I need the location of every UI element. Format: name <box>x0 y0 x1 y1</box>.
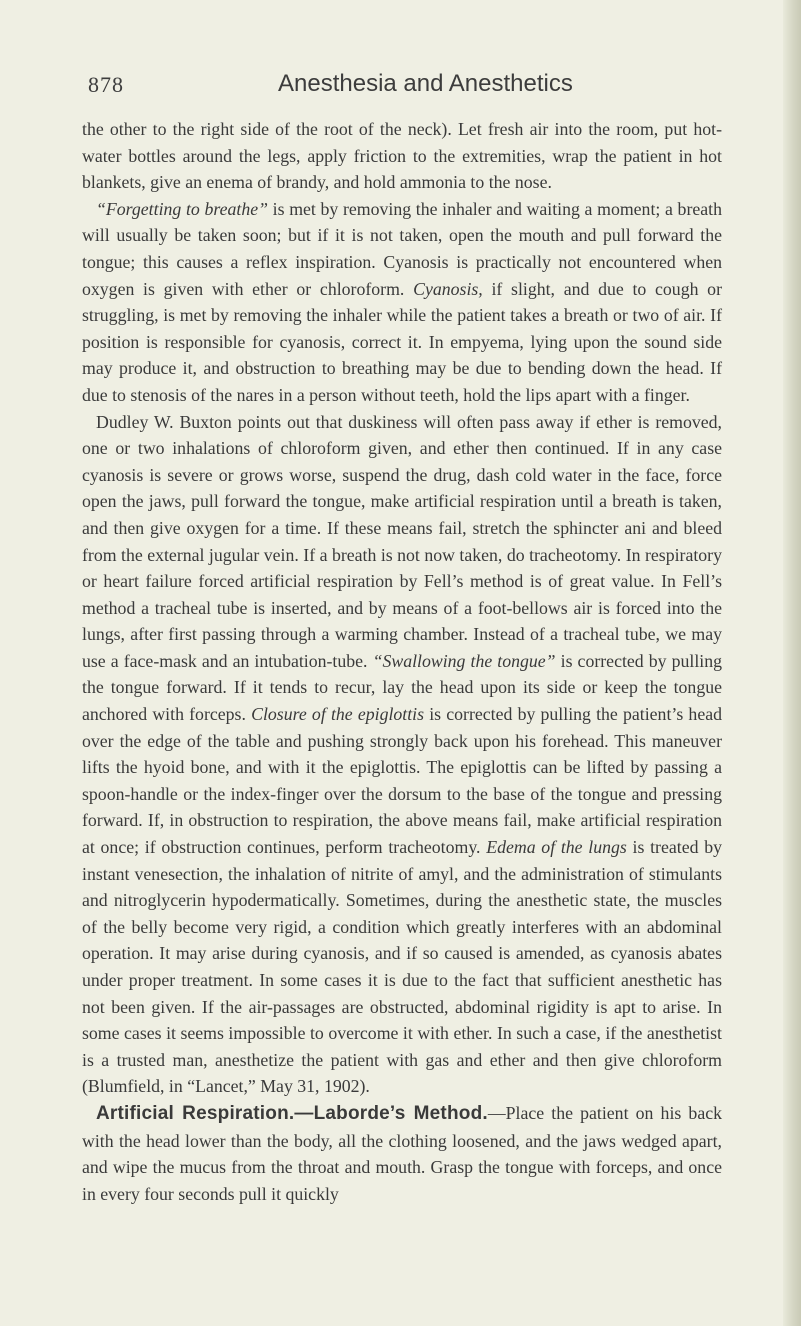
term-edema-lungs: Edema of the lungs <box>486 837 627 858</box>
paragraph-2 <box>82 196 722 409</box>
p1-text: the other to the right side of the root of the neck). Let fresh air into the room, put hot-water bottles around the legs, apply friction to the extremities, wrap the patient in hot blankets, give an enema of brandy, and hold ammonia to the nose. <box>82 119 722 193</box>
paragraph-3 <box>82 409 722 1100</box>
paragraph-1 <box>82 116 722 196</box>
p4-text: —Place the patient on his back with the head lower than the body, all the clothing loosened, and the jaws wedged apart, and wipe the mucus from the throat and mouth. Grasp the tongue with forceps, and once in every four seconds pull it quickly <box>82 1102 722 1204</box>
p3-text-1: Dudley W. Buxton points out that duskiness will often pass away if ether is removed, one or two inhalations of chloroform given, and ether then continued. If in any case cyanosis is severe or grows worse, suspend the drug, dash cold water in the face, force open the jaws, pull forward the tongue, make artificial respiration until a breath is taken, and then give oxygen for a time. If these means fail, stretch the sphincter ani and bleed from the external jugular vein. If a breath is not now taken, do tracheotomy. In respiratory or heart failure forced artificial respiration by Fell’s method is of great value. In Fell’s method a tracheal tube is inserted, and by means of a foot-bellows air is forced into the lungs, after first passing through a warming chamber. Instead of a tracheal tube, we may use a face-mask and an intubation-tube. <box>82 411 722 671</box>
page-edge-shadow <box>783 0 801 1326</box>
section-heading: Artificial Respiration.—Laborde’s Method. <box>96 1102 488 1124</box>
term-closure-epiglottis: Closure of the epiglottis <box>251 704 425 725</box>
running-header <box>82 72 722 102</box>
p3-text-4: is treated by instant venesection, the inhalation of nitrite of amyl, and the administration of stimulants and nitroglycerin hypodermatically. Sometimes, during the anesthetic state, the muscles of the belly become very rigid, a condition which greatly interferes with an abdominal operation. It may arise during cyanosis, and if so caused is amended, as cyanosis abates under proper treatment. In some cases it is due to the fact that sufficient anesthetic has not been given. If the air-passages are obstructed, abdominal rigidity is apt to arise. In some cases it seems impossible to overcome it with ether. In such a case, if the anesthetist is a trusted man, anesthetize the patient with gas and ether and then give chloroform (Blumfield, in “Lancet,” May 31, 1902). <box>82 837 722 1097</box>
p3-text-2: is corrected by pulling the tongue forward. If it tends to recur, lay the head upon its side or keep the tongue anchored with forceps. <box>82 650 722 725</box>
page-number: 878 <box>88 72 124 97</box>
body-text <box>82 116 722 1207</box>
paragraph-4 <box>82 1100 722 1207</box>
running-title: Anesthesia and Anesthetics <box>278 70 573 97</box>
term-swallowing-tongue: “Swallowing the tongue” <box>372 650 556 671</box>
p3-text-3: is corrected by pulling the patient’s head over the edge of the table and pushing strongly back upon his forehead. This maneuver lifts the hyoid bone, and with it the epiglottis. The epiglottis can be lifted by passing a spoon-handle or the index-finger over the dorsum to the base of the tongue and pressing forward. If, in obstruction to respiration, the above means fail, make artificial respiration at once; if obstruction continues, perform tracheotomy. <box>82 704 722 858</box>
p2-text-2: if slight, and due to cough or struggling, is met by removing the inhaler while the patient takes a breath or two of air. If position is responsible for cyanosis, correct it. In empyema, lying upon the sound side may produce it, and obstruction to breathing may be due to bending down the head. If due to stenosis of the nares in a person without teeth, hold the lips apart with a finger. <box>82 278 722 405</box>
term-cyanosis: Cyanosis, <box>413 278 483 299</box>
term-forgetting-to-breathe: “Forgetting to breathe” <box>96 198 268 219</box>
p2-text-1: is met by removing the inhaler and waiting a moment; a breath will usually be taken soon; but if it is not taken, open the mouth and pull forward the tongue; this causes a reflex inspiration. Cyanosis is practically not encountered when oxygen is given with ether or chloroform. <box>82 198 722 299</box>
